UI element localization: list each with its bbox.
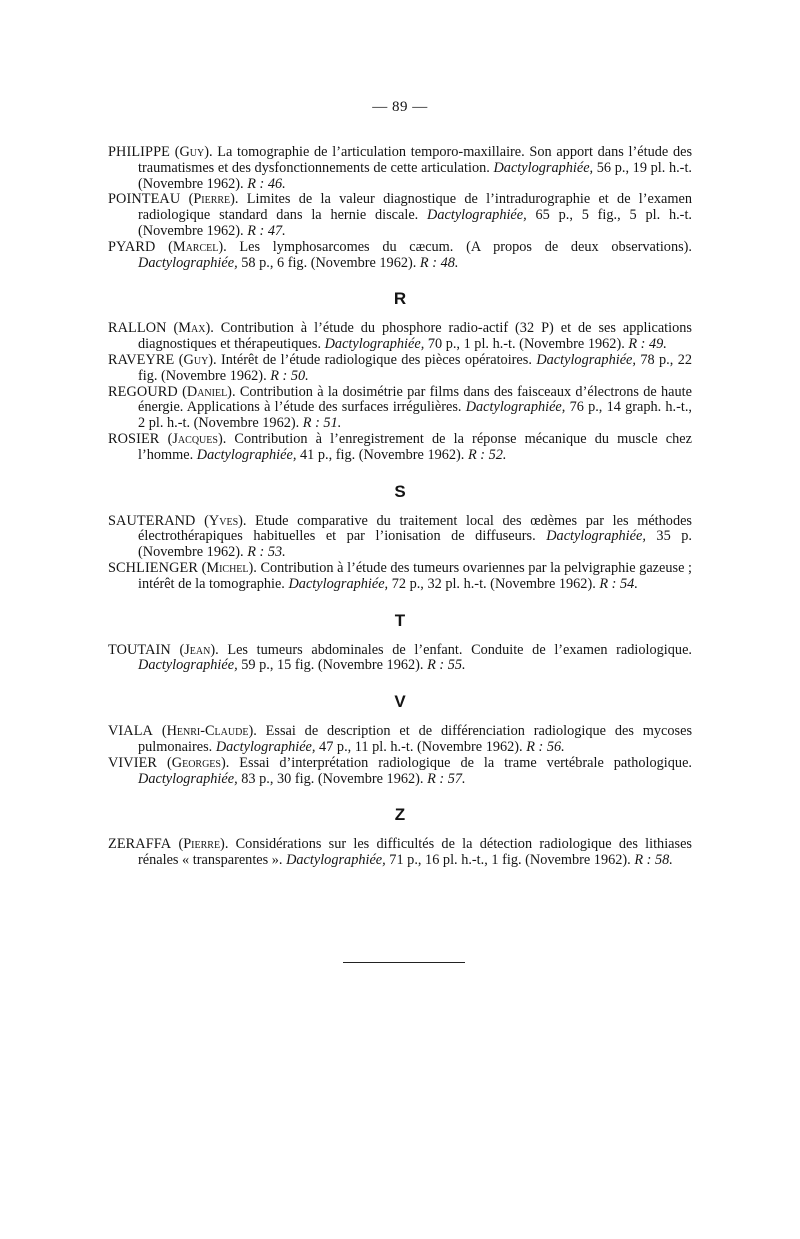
bibliography-entry	[108, 145, 692, 192]
author-surname: REGOURD	[108, 383, 178, 400]
section-letter: R	[393, 289, 407, 309]
author-firstname: (Max).	[173, 320, 214, 337]
page-number: — 89 —	[372, 99, 428, 115]
author-firstname: (Georges).	[167, 754, 230, 771]
entry-details: 47 p., 11 pl. h.-t. (Novembre 1962).	[315, 738, 527, 755]
entry-details: 71 p., 16 pl. h.-t., 1 fig. (Novembre 1962).	[385, 852, 635, 869]
bibliography-entry	[108, 192, 692, 239]
entry-title: Contribution à l’étude des tumeurs ovariennes par la pelvigraphie gazeuse ; intérêt de la tomographie.	[138, 559, 692, 592]
entry-title: Intérêt de l’étude radiologique des pièces opératoires.	[216, 351, 537, 368]
bibliography-entry	[108, 837, 692, 869]
section-r	[108, 285, 692, 463]
entry-details: 41 p., fig. (Novembre 1962).	[296, 446, 468, 463]
section-p	[108, 145, 692, 271]
bibliography-entry	[108, 240, 692, 272]
entry-format: Dactylographiée,	[138, 254, 238, 271]
entry-title: Etude comparative du traitement local des œdèmes par les méthodes électrothérapiques habituelles et par l’ionisation de diffuseurs.	[138, 512, 692, 545]
entry-reference: R : 46.	[247, 175, 286, 192]
entry-details: 59 p., 15 fig. (Novembre 1962).	[237, 657, 428, 674]
entry-reference: R : 49.	[628, 336, 667, 353]
author-surname: ROSIER	[108, 430, 160, 447]
entry-title: Les tumeurs abdominales de l’enfant. Conduite de l’examen radiologique.	[218, 641, 692, 658]
author-surname: SAUTERAND	[108, 512, 196, 529]
entry-details: 78 p., 22 fig. (Novembre 1962).	[138, 351, 693, 384]
entry-reference: R : 50.	[270, 367, 309, 384]
author-surname: PYARD	[108, 238, 156, 255]
bibliography-entry	[108, 514, 692, 561]
author-surname: SCHLIENGER	[108, 559, 198, 576]
section-t	[108, 607, 692, 675]
entry-reference: R : 47.	[247, 222, 286, 239]
entry-title: La tomographie de l’articulation temporo-maxillaire. Son apport dans l’étude des traumatismes et des dysfonctionnements de cette articulation.	[138, 144, 693, 176]
entry-reference: R : 53.	[247, 544, 286, 561]
bibliography-entry	[108, 643, 692, 675]
entry-reference: R : 51.	[302, 415, 342, 432]
entry-title: Essai d’interprétation radiologique de la trame vertébrale pathologique.	[229, 754, 692, 771]
entry-format: Dactylographiée,	[138, 770, 238, 787]
bibliography-entry	[108, 321, 692, 353]
entry-format: Dactylographiée,	[536, 351, 636, 368]
author-surname: RALLON	[108, 320, 167, 337]
entry-reference: R : 58.	[634, 852, 673, 869]
entry-format: Dactylographiée,	[215, 738, 316, 755]
author-surname: VIALA	[108, 723, 153, 740]
author-surname: RAVEYRE	[108, 351, 175, 368]
entry-title: Les lymphosarcomes du cæcum. (A propos de deux observations).	[226, 238, 692, 255]
bibliography-entry	[108, 756, 692, 788]
author-firstname: (Jean).	[179, 641, 219, 658]
entry-details: 72 p., 32 pl. h.-t. (Novembre 1962).	[388, 575, 600, 592]
entry-title: Contribution à la dosimétrie par films dans des faisceaux d’électrons de haute énergie. Applications à l’étude des surfaces irrégulières.	[138, 383, 692, 416]
section-v	[108, 688, 692, 787]
closing-rule	[343, 962, 465, 963]
entry-details: 65 p., 5 fig., 5 pl. h.-t. (Novembre 1962).	[138, 207, 692, 239]
author-surname: VIVIER	[108, 754, 158, 771]
author-firstname: (Marcel).	[168, 238, 227, 255]
author-surname: POINTEAU	[108, 191, 181, 208]
entry-reference: R : 48.	[419, 254, 459, 271]
entry-format: Dactylographiée,	[196, 446, 297, 463]
entry-details: 70 p., 1 pl. h.-t. (Novembre 1962).	[424, 336, 629, 353]
entry-reference: R : 52.	[467, 446, 507, 463]
entry-title: Limites de la valeur diagnostique de l’intradurographie et de l’examen radiologique standard dans la hernie discale.	[138, 191, 692, 224]
author-firstname: (Guy).	[174, 144, 213, 160]
entry-format: Dactylographiée,	[546, 528, 646, 545]
author-firstname: (Henri-Claude).	[161, 723, 257, 740]
entry-details: 58 p., 6 fig. (Novembre 1962).	[237, 254, 420, 271]
entry-details: 76 p., 14 graph. h.-t., 2 pl. h.-t. (Novembre 1962).	[138, 399, 693, 432]
author-firstname: (Jacques).	[167, 430, 227, 447]
entry-title: Contribution à l’enregistrement de la réponse mécanique du muscle chez l’homme.	[138, 430, 692, 463]
entry-title: Essai de description et de différenciation radiologique des mycoses pulmonaires.	[138, 723, 693, 755]
author-firstname: (Pierre).	[178, 836, 229, 853]
entry-format: Dactylographiée,	[324, 336, 425, 353]
author-firstname: (Daniel).	[182, 383, 236, 400]
entry-reference: R : 55.	[427, 657, 466, 674]
bibliography-entry	[108, 432, 692, 464]
entry-reference: R : 57.	[427, 770, 466, 787]
entry-format: Dactylographiée,	[493, 159, 594, 176]
section-z	[108, 801, 692, 869]
entry-reference: R : 56.	[526, 738, 565, 755]
entry-title: Contribution à l’étude du phosphore radio-actif (32 P) et de ses applications diagnostiques et thérapeutiques.	[138, 320, 692, 353]
author-firstname: (Michel).	[201, 559, 257, 576]
section-letter: Z	[394, 805, 406, 825]
bibliography-entry	[108, 353, 692, 385]
bibliography-entry	[108, 724, 692, 756]
author-surname: PHILIPPE	[108, 144, 170, 160]
section-letter: S	[394, 481, 406, 501]
section-letter: V	[394, 692, 406, 712]
entry-format: Dactylographiée,	[465, 399, 566, 416]
entry-details: 83 p., 30 fig. (Novembre 1962).	[237, 770, 428, 787]
bibliography-entry	[108, 561, 692, 593]
author-firstname: (Pierre).	[188, 191, 239, 208]
author-surname: ZERAFFA	[108, 836, 172, 853]
section-letter: T	[394, 610, 406, 630]
author-firstname: (Guy).	[178, 351, 217, 368]
entry-format: Dactylographiée,	[427, 207, 527, 224]
section-s	[108, 478, 692, 593]
entry-title: Considérations sur les difficultés de la détection radiologique des lithiases rénales « transparentes ».	[138, 836, 692, 869]
entry-reference: R : 54.	[599, 575, 638, 592]
author-firstname: (Yves).	[204, 512, 247, 529]
entry-format: Dactylographiée,	[286, 852, 386, 869]
bibliography-list	[108, 145, 692, 869]
entry-format: Dactylographiée,	[288, 575, 389, 592]
bibliography-entry	[108, 385, 692, 432]
entry-details: 35 p. (Novembre 1962).	[138, 528, 692, 561]
entry-details: 56 p., 19 pl. h.-t. (Novembre 1962).	[138, 159, 692, 192]
author-surname: TOUTAIN	[108, 641, 171, 658]
entry-format: Dactylographiée,	[138, 657, 238, 674]
